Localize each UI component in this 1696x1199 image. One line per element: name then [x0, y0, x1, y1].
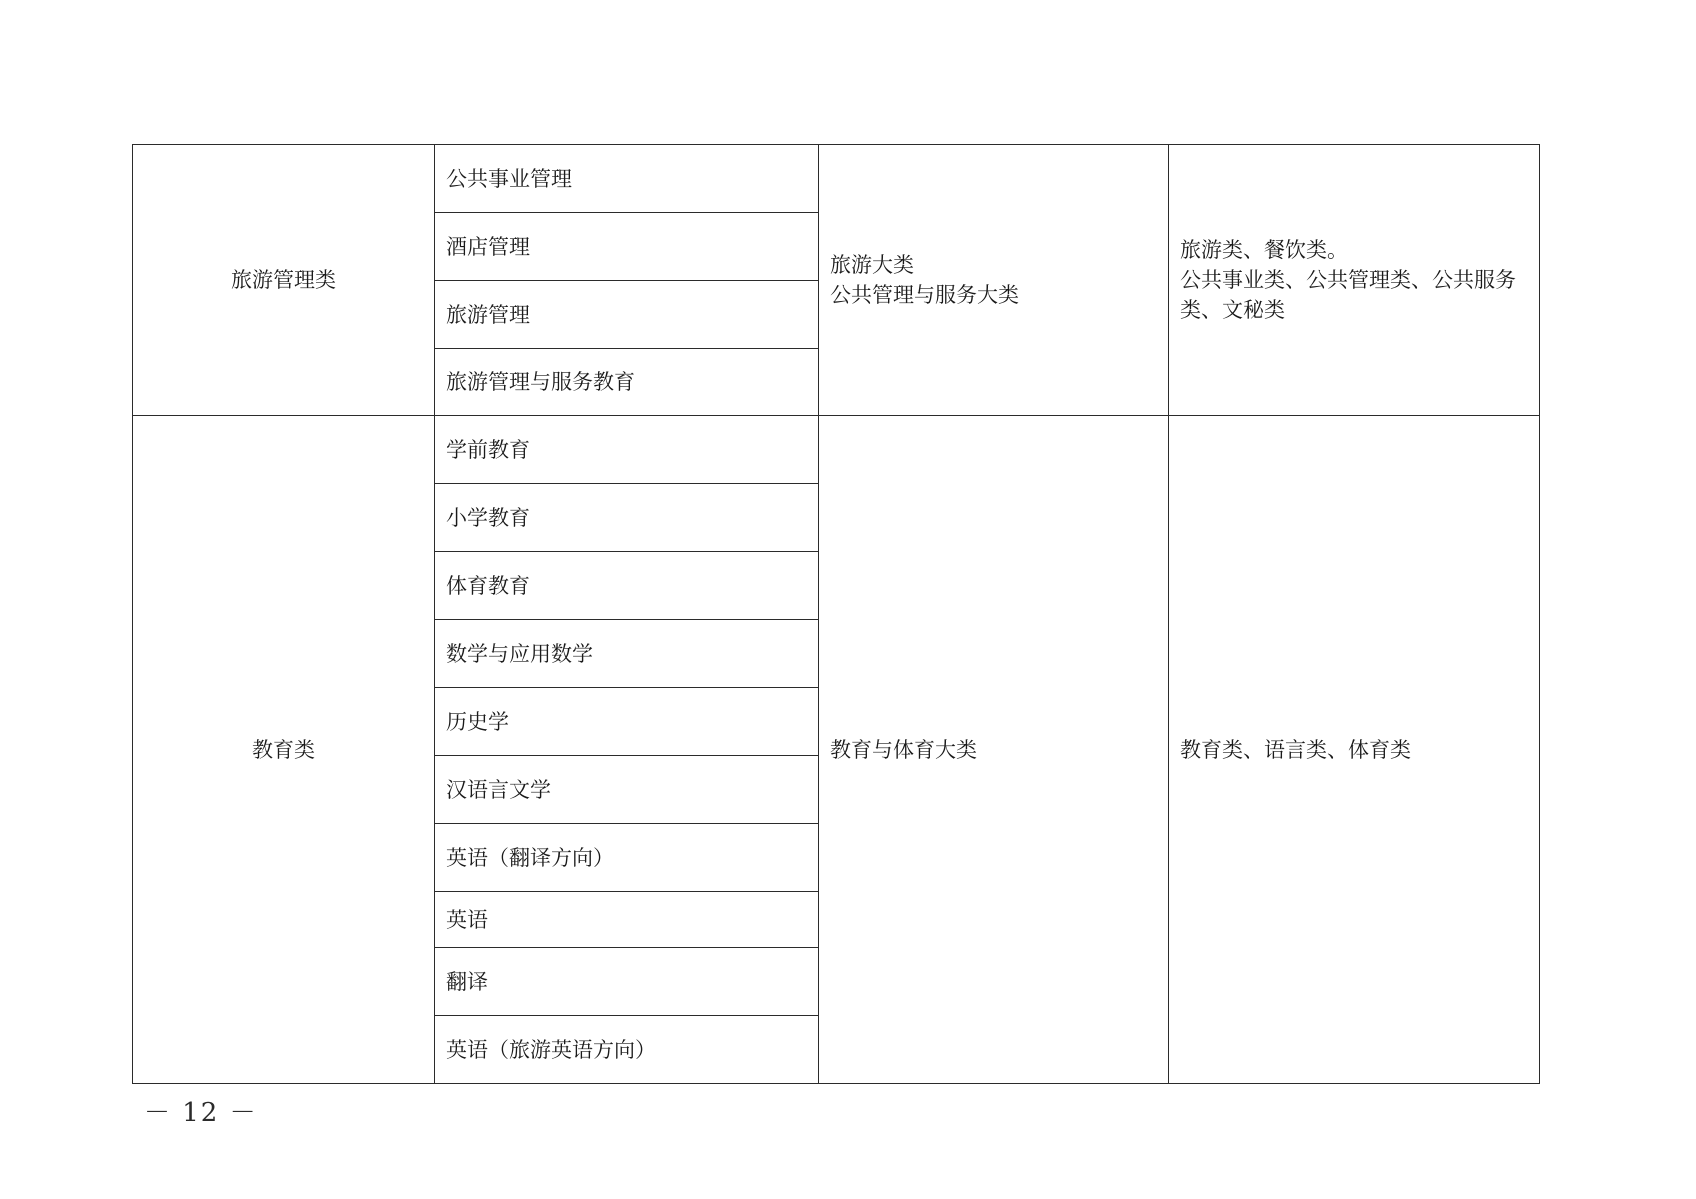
table-row: [133, 416, 1540, 484]
major-cell: 学前教育: [435, 416, 819, 484]
major-cell: 汉语言文学: [435, 756, 819, 824]
category-cell: 教育类: [133, 416, 435, 1084]
major-cell: 公共事业管理: [435, 145, 819, 213]
major-cell: 酒店管理: [435, 213, 819, 281]
category-cell: 旅游管理类: [133, 145, 435, 416]
major-cell: 旅游管理与服务教育: [435, 349, 819, 416]
major-cell: 英语: [435, 892, 819, 948]
major-category-table: [132, 144, 1540, 1084]
major-cell: 翻译: [435, 948, 819, 1016]
major-cell: 旅游管理: [435, 281, 819, 349]
page-number: － 12 －: [144, 1098, 258, 1128]
major-cell: 体育教育: [435, 552, 819, 620]
vocational-category-cell: 旅游类、餐饮类。 公共事业类、公共管理类、公共服务类、文秘类: [1169, 145, 1540, 416]
major-cell: 历史学: [435, 688, 819, 756]
vocational-category-cell: 教育类、语言类、体育类: [1169, 416, 1540, 1084]
major-cell: 英语（旅游英语方向）: [435, 1016, 819, 1084]
major-cell: 英语（翻译方向）: [435, 824, 819, 892]
big-category-cell: 旅游大类 公共管理与服务大类: [819, 145, 1169, 416]
major-cell: 数学与应用数学: [435, 620, 819, 688]
table-row: [133, 145, 1540, 213]
big-category-cell: 教育与体育大类: [819, 416, 1169, 1084]
major-cell: 小学教育: [435, 484, 819, 552]
